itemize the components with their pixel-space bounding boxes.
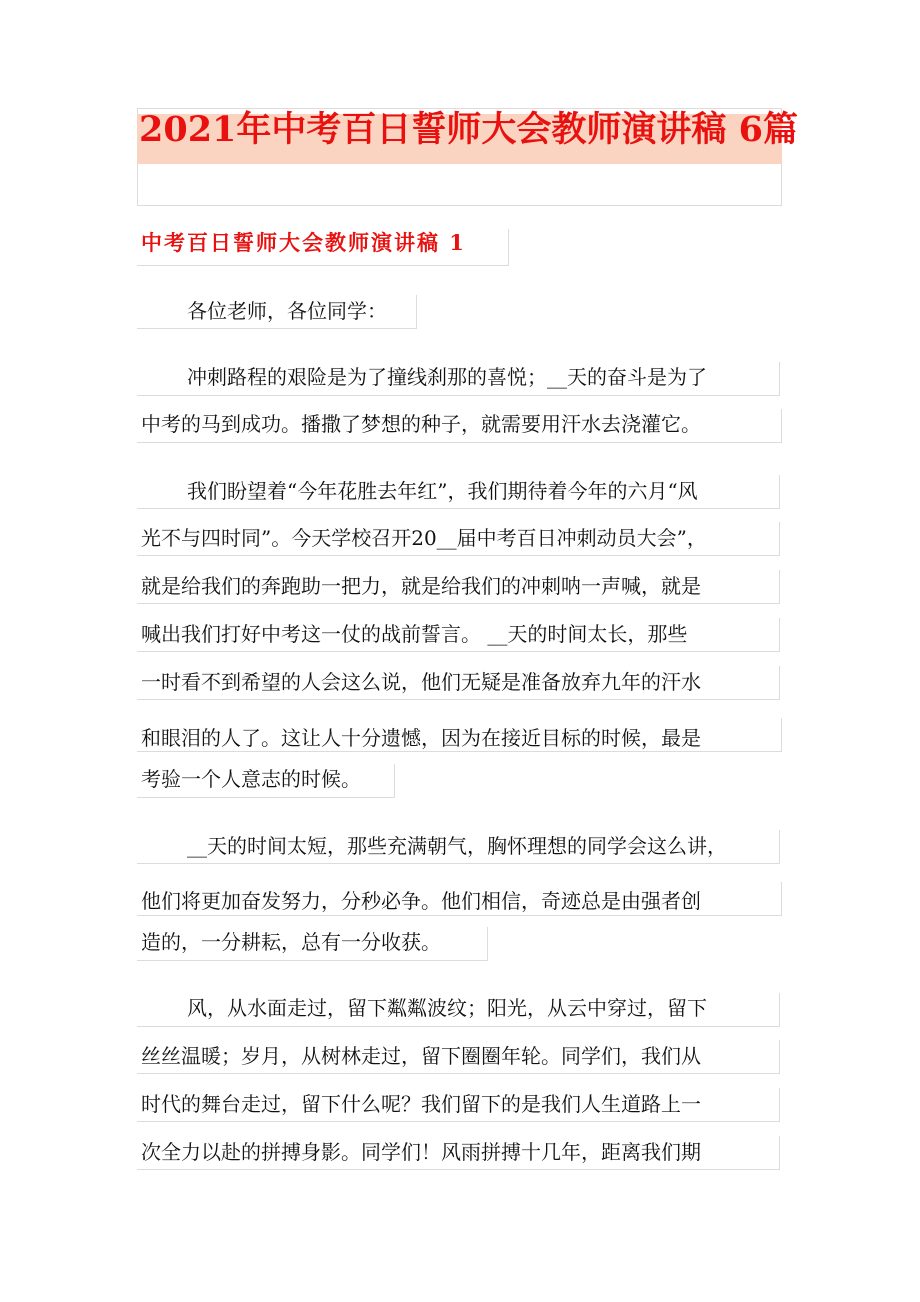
greeting-line: 各位老师，各位同学： [187,299,387,323]
paragraph-line: __天的时间太短，那些充满朝气，胸怀理想的同学会这么讲， [187,834,727,858]
paragraph-line: 时代的舞台走过，留下什么呢？我们留下的是我们人生道路上一 [141,1092,701,1116]
paragraph-line: 他们将更加奋发努力，分秒必争。他们相信，奇迹总是由强者创 [141,889,701,913]
paragraph-line: 和眼泪的人了。这让人十分遗憾，因为在接近目标的时候，最是 [141,726,701,750]
paragraph-line: 丝丝温暖；岁月，从树林走过，留下圈圈年轮。同学们，我们从 [141,1044,701,1068]
paragraph-line: 我们盼望着“今年花胜去年红”，我们期待着今年的六月“风 [187,479,698,503]
paragraph-line: 风，从水面走过，留下粼粼波纹；阳光，从云中穿过，留下 [187,996,707,1020]
document-title: 2021年中考百日誓师大会教师演讲稿 6篇 [139,109,798,150]
paragraph-line: 中考的马到成功。播撒了梦想的种子，就需要用汗水去浇灌它。 [141,412,701,436]
paragraph-line: 冲刺路程的艰险是为了撞线刹那的喜悦；__天的奋斗是为了 [187,365,707,389]
section-heading: 中考百日誓师大会教师演讲稿 1 [141,230,466,255]
paragraph-line: 次全力以赴的拼搏身影。同学们！风雨拼搏十几年，距离我们期 [141,1140,701,1164]
paragraph-line: 光不与四时同”。今天学校召开20__届中考百日冲刺动员大会”， [141,526,707,550]
paragraph-line: 就是给我们的奔跑助一把力，就是给我们的冲刺呐一声喊，就是 [141,574,701,598]
paragraph-line: 喊出我们打好中考这一仗的战前誓言。 __天的时间太长，那些 [141,622,688,646]
paragraph-line: 考验一个人意志的时候。 [141,767,361,791]
paragraph-line: 一时看不到希望的人会这么说，他们无疑是准备放弃九年的汗水 [141,670,701,694]
paragraph-line: 造的，一分耕耘，总有一分收获。 [141,930,441,954]
